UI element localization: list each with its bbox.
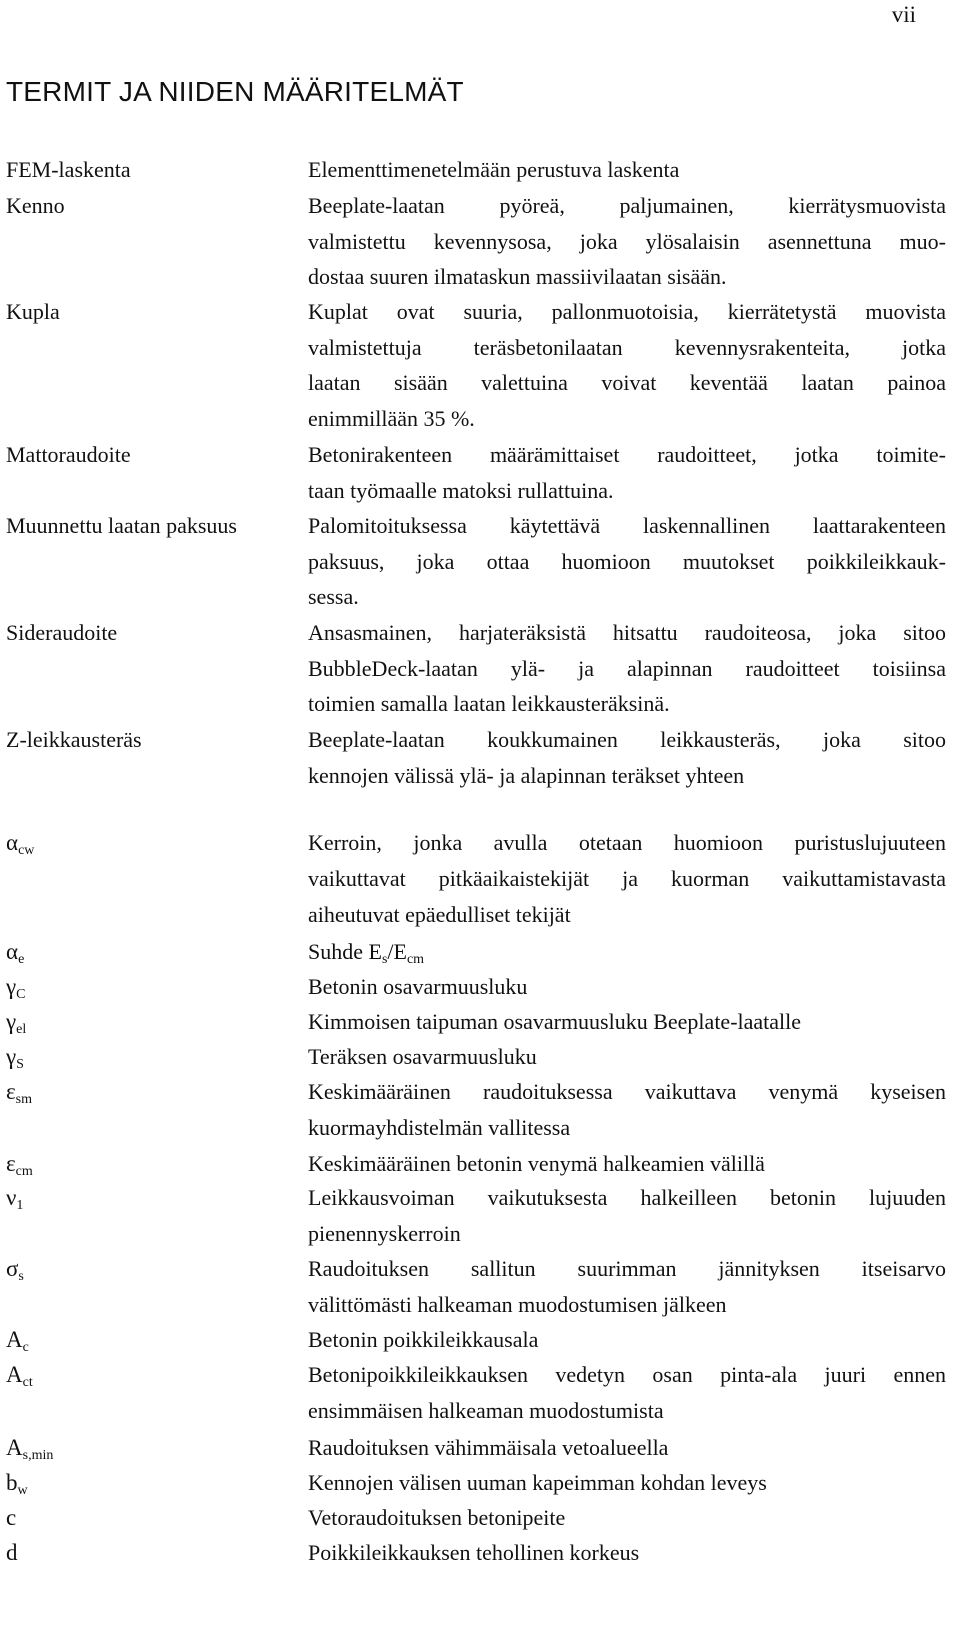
symbol-base: ν bbox=[6, 1185, 17, 1210]
symbol-definition bbox=[308, 934, 946, 970]
term-definition bbox=[308, 722, 946, 793]
definition-line bbox=[308, 934, 946, 970]
symbol bbox=[6, 1251, 24, 1287]
definition-line: valmistettuja teräsbetonilaatan kevennysrakenteita, jotka bbox=[308, 334, 946, 360]
definition-line: Palomitoituksessa käytettävä laskennallinen laattarakenteen bbox=[308, 513, 946, 538]
symbol-subscript: ct bbox=[22, 1375, 33, 1390]
symbol-definition bbox=[308, 1251, 946, 1323]
definition-line: Poikkileikkauksen tehollinen korkeus bbox=[308, 1540, 640, 1565]
symbol bbox=[6, 825, 34, 861]
definition-line: pienennyskerroin bbox=[308, 1221, 461, 1246]
definition-line: toimien samalla laatan leikkausteräksinä. bbox=[308, 691, 670, 716]
symbol-base: ε bbox=[6, 1151, 16, 1176]
symbol-definition bbox=[308, 1357, 946, 1429]
definition-line: välittömästi halkeaman muodostumisen jälkeen bbox=[308, 1292, 727, 1317]
symbol bbox=[6, 1180, 23, 1216]
term-label: Kenno bbox=[6, 193, 65, 218]
symbol-subscript: el bbox=[16, 1022, 27, 1037]
definition-subscript: cm bbox=[406, 952, 425, 967]
symbol-subscript: cm bbox=[15, 1164, 33, 1179]
symbol bbox=[6, 1357, 33, 1393]
symbol-definition bbox=[308, 1180, 946, 1252]
definition-line: Betonipoikkileikkauksen vedetyn osan pinta-ala juuri ennen bbox=[308, 1362, 946, 1387]
definition-subscript: s bbox=[381, 952, 388, 967]
symbol-subscript: s bbox=[18, 1269, 24, 1284]
definition-text: /E bbox=[387, 939, 407, 964]
definition-line: Teräksen osavarmuusluku bbox=[308, 1044, 537, 1069]
symbol bbox=[6, 1430, 53, 1466]
definition-line: vaikuttavat pitkäaikaistekijät ja kuorman vaikuttamistavasta bbox=[308, 866, 946, 891]
symbol bbox=[6, 934, 24, 970]
symbol-definition bbox=[308, 1322, 946, 1358]
term-definition bbox=[308, 508, 946, 615]
symbol bbox=[6, 1465, 28, 1501]
definition-line: kennojen välissä ylä- ja alapinnan teräkset yhteen bbox=[308, 762, 745, 788]
symbol-definition bbox=[308, 1465, 946, 1501]
symbol-subscript: w bbox=[17, 1483, 28, 1498]
definition-line: enimmillään 35 %. bbox=[308, 405, 475, 431]
term-label: Sideraudoite bbox=[6, 620, 118, 645]
definition-line: Beeplate-laatan koukkumainen leikkausteräs, joka sitoo bbox=[308, 727, 946, 752]
definition-line: taan työmaalle matoksi rullattuina. bbox=[308, 477, 614, 503]
term-definition bbox=[308, 615, 946, 722]
symbol-subscript: sm bbox=[15, 1092, 33, 1107]
symbol-subscript: 1 bbox=[16, 1198, 24, 1213]
definition-line: BubbleDeck-laatan ylä- ja alapinnan raudoitteet toisiinsa bbox=[308, 655, 946, 681]
term-label: Mattoraudoite bbox=[6, 442, 131, 467]
symbol-base: A bbox=[6, 1327, 23, 1352]
symbol-definition bbox=[308, 1500, 946, 1536]
symbol-base: A bbox=[6, 1362, 23, 1387]
symbol-base: A bbox=[6, 1435, 23, 1460]
symbol-definition bbox=[308, 825, 946, 933]
definition-line: ensimmäisen halkeaman muodostumista bbox=[308, 1398, 664, 1423]
symbol-definition bbox=[308, 1430, 946, 1466]
definition-line: Betonirakenteen määrämittaiset raudoitteet, jotka toimite- bbox=[308, 442, 946, 467]
definition-line: Elementtimenetelmään perustuva laskenta bbox=[308, 157, 680, 182]
symbol-subscript: s,min bbox=[22, 1448, 54, 1463]
definition-line: valmistettu kevennysosa, joka ylösalaisin asennettuna muo- bbox=[308, 228, 946, 254]
definition-line: laatan sisään valettuina voivat keventää laatan painoa bbox=[308, 370, 946, 395]
definition-line: Keskimääräinen betonin venymä halkeamien välillä bbox=[308, 1151, 765, 1176]
definition-line: Raudoituksen sallitun suurimman jännityksen itseisarvo bbox=[308, 1256, 946, 1281]
symbol-subscript: e bbox=[18, 952, 25, 967]
definition-line: Kerroin, jonka avulla otetaan huomioon puristuslujuuteen bbox=[308, 830, 946, 855]
definition-line: dostaa suuren ilmataskun massiivilaatan sisään. bbox=[308, 264, 727, 289]
definition-line: Vetoraudoituksen betonipeite bbox=[308, 1505, 566, 1530]
definition-line: paksuus, joka ottaa huomioon muutokset poikkileikkauk- bbox=[308, 548, 946, 574]
definition-line: aiheutuvat epäedulliset tekijät bbox=[308, 902, 571, 927]
symbol bbox=[6, 1039, 24, 1075]
page-heading: TERMIT JA NIIDEN MÄÄRITELMÄT bbox=[6, 76, 464, 107]
symbol-base: d bbox=[6, 1540, 18, 1565]
definition-line: Betonin osavarmuusluku bbox=[308, 974, 528, 999]
symbol-base: σ bbox=[6, 1256, 19, 1281]
symbol bbox=[6, 1535, 18, 1571]
symbol-definition bbox=[308, 1146, 946, 1182]
symbol-definition bbox=[308, 969, 946, 1005]
definition-line: kuormayhdistelmän vallitessa bbox=[308, 1115, 571, 1140]
definition-line: Raudoituksen vähimmäisala vetoalueella bbox=[308, 1435, 669, 1460]
term-label: Kupla bbox=[6, 299, 60, 324]
definition-line: Keskimääräinen raudoituksessa vaikuttava venymä kyseisen bbox=[308, 1079, 946, 1104]
definition-line: sessa. bbox=[308, 584, 359, 609]
symbol-base: γ bbox=[6, 1044, 17, 1069]
term-label: Muunnettu laatan paksuus bbox=[6, 513, 237, 538]
definition-line: Ansasmainen, harjateräksistä hitsattu raudoiteosa, joka sitoo bbox=[308, 620, 946, 645]
definition-line: Kennojen välisen uuman kapeimman kohdan leveys bbox=[308, 1470, 767, 1495]
symbol-base: c bbox=[6, 1505, 17, 1530]
symbol-base: ε bbox=[6, 1079, 16, 1104]
symbol-definition bbox=[308, 1535, 946, 1571]
symbol-definition bbox=[308, 1004, 946, 1040]
term-definition bbox=[308, 152, 946, 188]
symbol bbox=[6, 1500, 16, 1536]
symbol-definition bbox=[308, 1039, 946, 1075]
term-definition bbox=[308, 294, 946, 436]
symbol bbox=[6, 1004, 26, 1040]
symbol-definition bbox=[308, 1074, 946, 1146]
term-label: Z-leikkausteräs bbox=[6, 727, 142, 752]
page-number: vii bbox=[891, 2, 916, 27]
symbol-subscript: cw bbox=[18, 843, 35, 858]
definition-line: Kimmoisen taipuman osavarmuusluku Beeplate-laatalle bbox=[308, 1009, 802, 1034]
symbol bbox=[6, 1322, 29, 1358]
symbol bbox=[6, 969, 26, 1005]
definition-line: Kuplat ovat suuria, pallonmuotoisia, kierrätetystä muovista bbox=[308, 299, 946, 324]
symbol-base: b bbox=[6, 1470, 18, 1495]
definition-text: Suhde E bbox=[308, 939, 382, 964]
definition-line: Betonin poikkileikkausala bbox=[308, 1327, 539, 1352]
symbol bbox=[6, 1146, 33, 1182]
symbol bbox=[6, 1074, 32, 1110]
symbol-subscript: S bbox=[16, 1057, 24, 1072]
symbol-base: γ bbox=[6, 1009, 17, 1034]
term-definition bbox=[308, 188, 946, 295]
symbol-base: γ bbox=[6, 974, 17, 999]
definition-line: Leikkausvoiman vaikutuksesta halkeilleen betonin lujuuden bbox=[308, 1185, 946, 1210]
term-label: FEM-laskenta bbox=[6, 157, 131, 182]
symbol-subscript: C bbox=[16, 987, 26, 1002]
symbol-base: α bbox=[6, 830, 19, 855]
definition-line: Beeplate-laatan pyöreä, paljumainen, kierrätysmuovista bbox=[308, 193, 946, 218]
symbol-base: α bbox=[6, 939, 19, 964]
term-definition bbox=[308, 437, 946, 508]
symbol-subscript: c bbox=[22, 1340, 29, 1355]
